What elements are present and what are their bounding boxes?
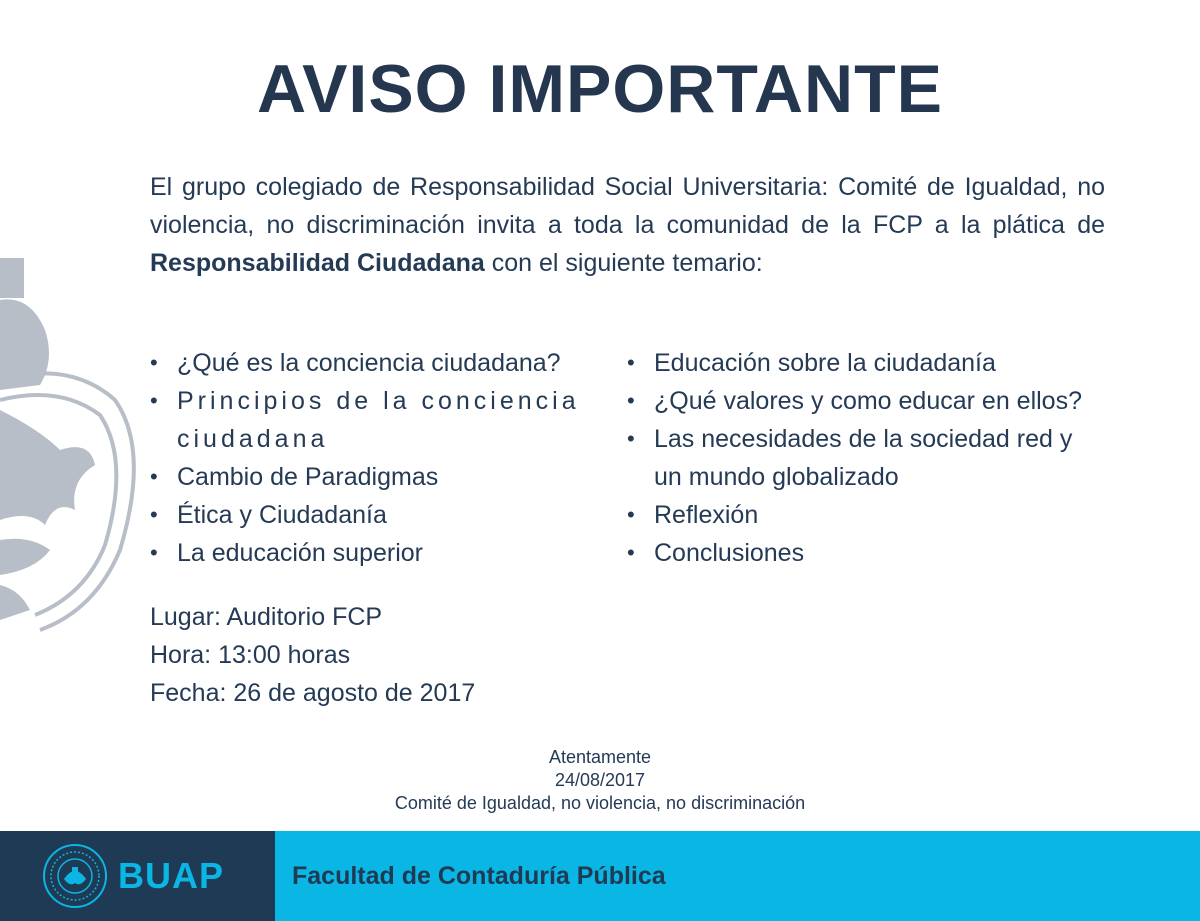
footer-bar — [0, 831, 1200, 921]
topic-list-left — [150, 344, 600, 572]
topic-item: • Reflexión — [627, 496, 1107, 534]
university-emblem-icon — [0, 250, 150, 640]
topic-item: • Educación sobre la ciudadanía — [627, 344, 1107, 382]
event-location: Lugar: Auditorio FCP — [150, 603, 383, 631]
faculty-name: Facultad de Contaduría Pública — [292, 862, 666, 890]
signature-committee: Comité de Igualdad, no violencia, no discriminación — [394, 793, 806, 813]
footer-faculty-area — [275, 831, 1200, 921]
topic-item: • ¿Qué valores y como educar en ellos? — [627, 382, 1107, 420]
university-seal-icon — [42, 843, 108, 909]
topic-item: • Conclusiones — [627, 534, 1107, 572]
topic-item: • Las necesidades de la sociedad red y un mundo globalizado — [627, 420, 1107, 496]
signature-date: 24/08/2017 — [554, 770, 646, 790]
topic-item: • Ética y Ciudadanía — [150, 496, 600, 534]
topic-item: • Principios de la conciencia ciudadana — [150, 382, 600, 458]
topic-item: • ¿Qué es la conciencia ciudadana? — [150, 344, 600, 382]
topic-list-right — [627, 344, 1107, 572]
event-date: Fecha: 26 de agosto de 2017 — [150, 679, 476, 707]
intro-text-end: con el siguiente temario: — [484, 249, 763, 277]
page-title: AVISO IMPORTANTE — [257, 51, 943, 127]
topic-item: • La educación superior — [150, 534, 600, 572]
signature-closing: Atentamente — [548, 747, 652, 767]
intro-paragraph — [150, 168, 1105, 282]
signature-block — [0, 746, 1200, 815]
intro-text-start: El grupo colegiado de Responsabilidad Social Universitaria: Comité de Igualdad, no violencia, no discriminación invita a toda la comunidad de la FCP a la plática de — [150, 173, 1105, 239]
event-time: Hora: 13:00 horas — [150, 641, 351, 669]
topic-item: • Cambio de Paradigmas — [150, 458, 600, 496]
event-details — [150, 598, 475, 712]
buap-logo-text: BUAP — [118, 855, 225, 896]
footer-logo-area — [0, 831, 275, 921]
intro-highlight: Responsabilidad Ciudadana — [150, 249, 485, 277]
